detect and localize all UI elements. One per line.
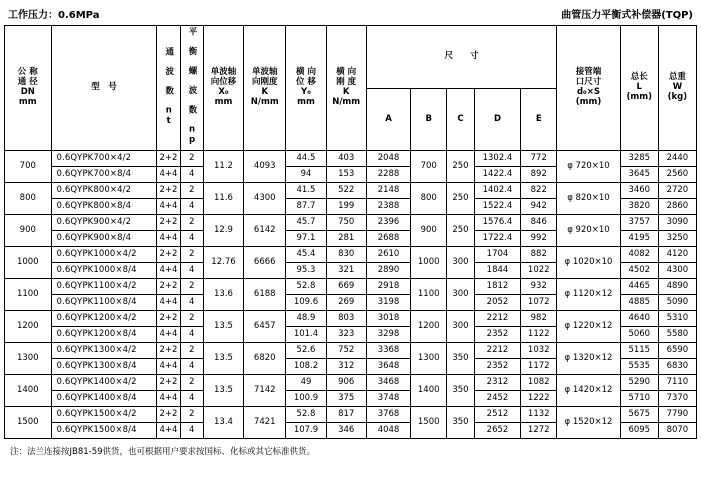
cell-axial-disp: 13.4 bbox=[203, 407, 243, 439]
cell-length: 5060 bbox=[620, 327, 658, 343]
cell-dim-e: 846 bbox=[521, 215, 557, 231]
cell-weight: 5090 bbox=[658, 295, 696, 311]
cell-model: 0.6QYPK700×4/2 bbox=[51, 151, 157, 167]
cell-np: 4 bbox=[180, 391, 203, 407]
cell-dim-c: 300 bbox=[447, 247, 475, 279]
cell-weight: 2440 bbox=[658, 151, 696, 167]
cell-weight: 2560 bbox=[658, 167, 696, 183]
cell-lateral-stiffness: 817 bbox=[326, 407, 366, 423]
cell-weight: 7370 bbox=[658, 391, 696, 407]
cell-np: 2 bbox=[180, 215, 203, 231]
cell-lateral-disp: 48.9 bbox=[286, 311, 326, 327]
col-dim-d: D bbox=[474, 88, 521, 151]
cell-axial-disp: 12.76 bbox=[203, 247, 243, 279]
cell-length: 3757 bbox=[620, 215, 658, 231]
cell-weight: 4890 bbox=[658, 279, 696, 295]
cell-lateral-disp: 49 bbox=[286, 375, 326, 391]
cell-dim-a: 3018 bbox=[366, 311, 410, 327]
cell-lateral-disp: 100.9 bbox=[286, 391, 326, 407]
cell-lateral-disp: 45.4 bbox=[286, 247, 326, 263]
cell-axial-disp: 11.2 bbox=[203, 151, 243, 183]
cell-dim-d: 2052 bbox=[474, 295, 521, 311]
cell-lateral-disp: 44.5 bbox=[286, 151, 326, 167]
cell-model: 0.6QYPK1200×4/2 bbox=[51, 311, 157, 327]
cell-dim-e: 772 bbox=[521, 151, 557, 167]
cell-np: 2 bbox=[180, 343, 203, 359]
cell-np: 2 bbox=[180, 407, 203, 423]
cell-lateral-disp: 94 bbox=[286, 167, 326, 183]
cell-model: 0.6QYPK1400×8/4 bbox=[51, 391, 157, 407]
cell-np: 4 bbox=[180, 423, 203, 439]
cell-dim-a: 2388 bbox=[366, 199, 410, 215]
cell-dn: 1000 bbox=[5, 247, 52, 279]
cell-dim-a: 2048 bbox=[366, 151, 410, 167]
cell-dim-e: 932 bbox=[521, 279, 557, 295]
table-row bbox=[5, 375, 697, 391]
cell-weight: 8070 bbox=[658, 423, 696, 439]
table-row bbox=[5, 279, 697, 295]
cell-nozzle: φ 920×10 bbox=[557, 215, 620, 247]
cell-dim-d: 1402.4 bbox=[474, 183, 521, 199]
cell-dim-a: 3768 bbox=[366, 407, 410, 423]
cell-dim-c: 250 bbox=[447, 151, 475, 183]
cell-dim-e: 1032 bbox=[521, 343, 557, 359]
cell-lateral-stiffness: 321 bbox=[326, 263, 366, 279]
cell-axial-stiffness: 6820 bbox=[244, 343, 286, 375]
cell-dim-b: 1200 bbox=[411, 311, 447, 343]
cell-dim-c: 300 bbox=[447, 279, 475, 311]
cell-length: 4640 bbox=[620, 311, 658, 327]
cell-axial-disp: 13.6 bbox=[203, 279, 243, 311]
cell-nt: 2+2 bbox=[157, 407, 180, 423]
cell-nozzle: φ 1520×12 bbox=[557, 407, 620, 439]
cell-dim-d: 2212 bbox=[474, 311, 521, 327]
cell-dn: 1500 bbox=[5, 407, 52, 439]
cell-lateral-disp: 101.4 bbox=[286, 327, 326, 343]
cell-dim-e: 1222 bbox=[521, 391, 557, 407]
cell-weight: 7110 bbox=[658, 375, 696, 391]
cell-dim-c: 350 bbox=[447, 343, 475, 375]
cell-weight: 2720 bbox=[658, 183, 696, 199]
cell-lateral-disp: 52.6 bbox=[286, 343, 326, 359]
cell-nt: 4+4 bbox=[157, 423, 180, 439]
cell-model: 0.6QYPK800×8/4 bbox=[51, 199, 157, 215]
cell-dim-a: 3368 bbox=[366, 343, 410, 359]
cell-length: 3820 bbox=[620, 199, 658, 215]
cell-axial-stiffness: 6457 bbox=[244, 311, 286, 343]
cell-length: 4502 bbox=[620, 263, 658, 279]
cell-model: 0.6QYPK1100×8/4 bbox=[51, 295, 157, 311]
table-body bbox=[5, 151, 697, 439]
cell-model: 0.6QYPK1400×4/2 bbox=[51, 375, 157, 391]
cell-model: 0.6QYPK1000×8/4 bbox=[51, 263, 157, 279]
cell-lateral-stiffness: 199 bbox=[326, 199, 366, 215]
cell-np: 2 bbox=[180, 375, 203, 391]
cell-lateral-stiffness: 669 bbox=[326, 279, 366, 295]
cell-lateral-disp: 95.3 bbox=[286, 263, 326, 279]
cell-dim-a: 4048 bbox=[366, 423, 410, 439]
cell-lateral-disp: 45.7 bbox=[286, 215, 326, 231]
footnote: 注：法兰连接按JB81-59供货，也可根据用户要求按国标、化标或其它标准供货。 bbox=[10, 447, 316, 458]
cell-nozzle: φ 820×10 bbox=[557, 183, 620, 215]
cell-dim-e: 982 bbox=[521, 311, 557, 327]
cell-lateral-stiffness: 312 bbox=[326, 359, 366, 375]
cell-np: 4 bbox=[180, 327, 203, 343]
cell-lateral-disp: 108.2 bbox=[286, 359, 326, 375]
table-row bbox=[5, 151, 697, 167]
cell-dim-e: 822 bbox=[521, 183, 557, 199]
cell-dim-a: 3198 bbox=[366, 295, 410, 311]
cell-dim-c: 300 bbox=[447, 311, 475, 343]
cell-np: 2 bbox=[180, 279, 203, 295]
cell-axial-disp: 13.5 bbox=[203, 375, 243, 407]
table-row bbox=[5, 183, 697, 199]
cell-dn: 900 bbox=[5, 215, 52, 247]
working-pressure-label: 工作压力：0.6MPa bbox=[8, 10, 100, 21]
cell-dim-a: 2148 bbox=[366, 183, 410, 199]
cell-dim-a: 2396 bbox=[366, 215, 410, 231]
cell-dim-b: 1100 bbox=[411, 279, 447, 311]
cell-dim-e: 1022 bbox=[521, 263, 557, 279]
cell-length: 3645 bbox=[620, 167, 658, 183]
table-row bbox=[5, 343, 697, 359]
cell-dim-d: 1576.4 bbox=[474, 215, 521, 231]
cell-dim-b: 800 bbox=[411, 183, 447, 215]
cell-nt: 2+2 bbox=[157, 215, 180, 231]
cell-np: 2 bbox=[180, 183, 203, 199]
cell-lateral-stiffness: 750 bbox=[326, 215, 366, 231]
cell-lateral-disp: 52.8 bbox=[286, 407, 326, 423]
cell-nt: 2+2 bbox=[157, 343, 180, 359]
cell-np: 2 bbox=[180, 247, 203, 263]
header-row-1 bbox=[5, 26, 697, 89]
cell-lateral-disp: 87.7 bbox=[286, 199, 326, 215]
table-row bbox=[5, 407, 697, 423]
spec-table bbox=[4, 25, 697, 439]
cell-dim-a: 3468 bbox=[366, 375, 410, 391]
cell-lateral-disp: 97.1 bbox=[286, 231, 326, 247]
cell-nozzle: φ 1220×12 bbox=[557, 311, 620, 343]
cell-length: 5675 bbox=[620, 407, 658, 423]
cell-model: 0.6QYPK1300×4/2 bbox=[51, 343, 157, 359]
cell-axial-stiffness: 4093 bbox=[244, 151, 286, 183]
cell-nt: 4+4 bbox=[157, 359, 180, 375]
cell-dim-e: 882 bbox=[521, 247, 557, 263]
cell-axial-stiffness: 7421 bbox=[244, 407, 286, 439]
cell-length: 5710 bbox=[620, 391, 658, 407]
cell-dim-a: 2610 bbox=[366, 247, 410, 263]
cell-length: 5115 bbox=[620, 343, 658, 359]
cell-dim-a: 3748 bbox=[366, 391, 410, 407]
cell-dim-c: 350 bbox=[447, 407, 475, 439]
table-row bbox=[5, 215, 697, 231]
col-length: 总长 L (mm) bbox=[620, 26, 658, 151]
cell-dim-b: 900 bbox=[411, 215, 447, 247]
table-row bbox=[5, 311, 697, 327]
cell-dim-d: 1302.4 bbox=[474, 151, 521, 167]
cell-dim-d: 1722.4 bbox=[474, 231, 521, 247]
cell-dim-b: 1000 bbox=[411, 247, 447, 279]
cell-lateral-stiffness: 830 bbox=[326, 247, 366, 263]
cell-dim-d: 2512 bbox=[474, 407, 521, 423]
product-title: 曲管压力平衡式补偿器(TQP) bbox=[561, 10, 693, 21]
cell-dim-c: 350 bbox=[447, 375, 475, 407]
cell-dim-e: 942 bbox=[521, 199, 557, 215]
cell-dim-a: 3648 bbox=[366, 359, 410, 375]
cell-dim-e: 1082 bbox=[521, 375, 557, 391]
cell-axial-disp: 13.5 bbox=[203, 311, 243, 343]
cell-nt: 4+4 bbox=[157, 327, 180, 343]
cell-axial-stiffness: 6142 bbox=[244, 215, 286, 247]
cell-nt: 2+2 bbox=[157, 151, 180, 167]
col-axial-disp: 单波轴 向位移 X₀ mm bbox=[203, 26, 243, 151]
cell-np: 4 bbox=[180, 231, 203, 247]
cell-lateral-stiffness: 323 bbox=[326, 327, 366, 343]
cell-dim-e: 1132 bbox=[521, 407, 557, 423]
cell-dim-a: 2918 bbox=[366, 279, 410, 295]
cell-length: 3285 bbox=[620, 151, 658, 167]
cell-length: 4082 bbox=[620, 247, 658, 263]
col-nozzle: 接管端 口尺寸 d₀×S (mm) bbox=[557, 26, 620, 151]
cell-axial-stiffness: 6666 bbox=[244, 247, 286, 279]
cell-dim-b: 1400 bbox=[411, 375, 447, 407]
cell-dim-e: 892 bbox=[521, 167, 557, 183]
cell-np: 4 bbox=[180, 263, 203, 279]
cell-dim-d: 2212 bbox=[474, 343, 521, 359]
cell-model: 0.6QYPK1100×4/2 bbox=[51, 279, 157, 295]
cell-weight: 4120 bbox=[658, 247, 696, 263]
cell-nt: 4+4 bbox=[157, 167, 180, 183]
col-nt: 通 波 数 nt bbox=[157, 26, 180, 151]
cell-np: 4 bbox=[180, 295, 203, 311]
cell-nt: 2+2 bbox=[157, 279, 180, 295]
col-lateral-stiffness: 横 向 刚 度 K N/mm bbox=[326, 26, 366, 151]
cell-dim-d: 2352 bbox=[474, 327, 521, 343]
col-dim-b: B bbox=[411, 88, 447, 151]
cell-nt: 2+2 bbox=[157, 183, 180, 199]
cell-dn: 1200 bbox=[5, 311, 52, 343]
cell-weight: 7790 bbox=[658, 407, 696, 423]
cell-lateral-stiffness: 346 bbox=[326, 423, 366, 439]
cell-lateral-disp: 41.5 bbox=[286, 183, 326, 199]
table-row bbox=[5, 247, 697, 263]
cell-length: 5535 bbox=[620, 359, 658, 375]
col-dimensions-group: 尺 寸 bbox=[366, 26, 556, 89]
cell-lateral-stiffness: 153 bbox=[326, 167, 366, 183]
cell-length: 6095 bbox=[620, 423, 658, 439]
cell-dn: 1300 bbox=[5, 343, 52, 375]
cell-length: 4195 bbox=[620, 231, 658, 247]
cell-weight: 5310 bbox=[658, 311, 696, 327]
cell-axial-disp: 11.6 bbox=[203, 183, 243, 215]
cell-nt: 4+4 bbox=[157, 263, 180, 279]
cell-np: 4 bbox=[180, 359, 203, 375]
cell-model: 0.6QYPK1000×4/2 bbox=[51, 247, 157, 263]
cell-model: 0.6QYPK900×4/2 bbox=[51, 215, 157, 231]
cell-nt: 4+4 bbox=[157, 391, 180, 407]
cell-nozzle: φ 1320×12 bbox=[557, 343, 620, 375]
cell-weight: 3090 bbox=[658, 215, 696, 231]
cell-dim-d: 2452 bbox=[474, 391, 521, 407]
cell-model: 0.6QYPK1200×8/4 bbox=[51, 327, 157, 343]
cell-lateral-stiffness: 803 bbox=[326, 311, 366, 327]
cell-weight: 6590 bbox=[658, 343, 696, 359]
cell-axial-stiffness: 6188 bbox=[244, 279, 286, 311]
cell-np: 4 bbox=[180, 199, 203, 215]
cell-nozzle: φ 1120×12 bbox=[557, 279, 620, 311]
cell-lateral-stiffness: 403 bbox=[326, 151, 366, 167]
cell-dim-c: 250 bbox=[447, 215, 475, 247]
col-dim-e: E bbox=[521, 88, 557, 151]
cell-lateral-stiffness: 522 bbox=[326, 183, 366, 199]
cell-dim-b: 1500 bbox=[411, 407, 447, 439]
cell-axial-stiffness: 4300 bbox=[244, 183, 286, 215]
cell-weight: 6830 bbox=[658, 359, 696, 375]
col-dim-c: C bbox=[447, 88, 475, 151]
cell-axial-stiffness: 7142 bbox=[244, 375, 286, 407]
cell-dim-b: 700 bbox=[411, 151, 447, 183]
cell-dim-d: 1522.4 bbox=[474, 199, 521, 215]
cell-model: 0.6QYPK1300×8/4 bbox=[51, 359, 157, 375]
cell-np: 2 bbox=[180, 151, 203, 167]
cell-weight: 5580 bbox=[658, 327, 696, 343]
cell-dim-e: 1072 bbox=[521, 295, 557, 311]
cell-lateral-disp: 52.8 bbox=[286, 279, 326, 295]
page-header bbox=[4, 6, 697, 25]
cell-nozzle: φ 1020×10 bbox=[557, 247, 620, 279]
col-axial-stiffness: 单波轴 向刚度 K N/mm bbox=[244, 26, 286, 151]
cell-dim-d: 2312 bbox=[474, 375, 521, 391]
cell-length: 4465 bbox=[620, 279, 658, 295]
col-model: 型 号 bbox=[51, 26, 157, 151]
cell-lateral-stiffness: 269 bbox=[326, 295, 366, 311]
cell-nt: 4+4 bbox=[157, 295, 180, 311]
cell-axial-disp: 13.5 bbox=[203, 343, 243, 375]
cell-lateral-stiffness: 906 bbox=[326, 375, 366, 391]
cell-dim-d: 1844 bbox=[474, 263, 521, 279]
cell-np: 2 bbox=[180, 311, 203, 327]
cell-dn: 700 bbox=[5, 151, 52, 183]
cell-nozzle: φ 1420×12 bbox=[557, 375, 620, 407]
cell-dim-e: 1172 bbox=[521, 359, 557, 375]
cell-length: 4885 bbox=[620, 295, 658, 311]
col-dn: 公 称 通 径 DN mm bbox=[5, 26, 52, 151]
col-lateral-disp: 横 向 位 移 Y₀ mm bbox=[286, 26, 326, 151]
cell-length: 5290 bbox=[620, 375, 658, 391]
cell-dn: 1400 bbox=[5, 375, 52, 407]
cell-dim-e: 992 bbox=[521, 231, 557, 247]
cell-model: 0.6QYPK800×4/2 bbox=[51, 183, 157, 199]
cell-model: 0.6QYPK700×8/4 bbox=[51, 167, 157, 183]
cell-length: 3460 bbox=[620, 183, 658, 199]
cell-lateral-disp: 107.9 bbox=[286, 423, 326, 439]
cell-dim-a: 2890 bbox=[366, 263, 410, 279]
cell-model: 0.6QYPK1500×8/4 bbox=[51, 423, 157, 439]
cell-dim-d: 1704 bbox=[474, 247, 521, 263]
cell-axial-disp: 12.9 bbox=[203, 215, 243, 247]
cell-nt: 4+4 bbox=[157, 199, 180, 215]
cell-dim-d: 1422.4 bbox=[474, 167, 521, 183]
cell-lateral-stiffness: 752 bbox=[326, 343, 366, 359]
col-np: 平 衡 螺 波 数 np bbox=[180, 26, 203, 151]
cell-nt: 2+2 bbox=[157, 247, 180, 263]
cell-dim-d: 1812 bbox=[474, 279, 521, 295]
cell-nozzle: φ 720×10 bbox=[557, 151, 620, 183]
cell-lateral-disp: 109.6 bbox=[286, 295, 326, 311]
cell-dim-d: 2352 bbox=[474, 359, 521, 375]
cell-weight: 3250 bbox=[658, 231, 696, 247]
cell-dim-a: 3298 bbox=[366, 327, 410, 343]
cell-np: 4 bbox=[180, 167, 203, 183]
cell-dim-c: 250 bbox=[447, 183, 475, 215]
cell-dim-b: 1300 bbox=[411, 343, 447, 375]
cell-dim-e: 1272 bbox=[521, 423, 557, 439]
cell-lateral-stiffness: 281 bbox=[326, 231, 366, 247]
cell-model: 0.6QYPK900×8/4 bbox=[51, 231, 157, 247]
col-weight: 总重 W (kg) bbox=[658, 26, 696, 151]
cell-dn: 800 bbox=[5, 183, 52, 215]
cell-weight: 2860 bbox=[658, 199, 696, 215]
cell-model: 0.6QYPK1500×4/2 bbox=[51, 407, 157, 423]
cell-lateral-stiffness: 375 bbox=[326, 391, 366, 407]
cell-dim-a: 2288 bbox=[366, 167, 410, 183]
cell-dim-d: 2652 bbox=[474, 423, 521, 439]
cell-dim-a: 2688 bbox=[366, 231, 410, 247]
cell-dim-e: 1122 bbox=[521, 327, 557, 343]
cell-weight: 4300 bbox=[658, 263, 696, 279]
cell-nt: 2+2 bbox=[157, 311, 180, 327]
cell-dn: 1100 bbox=[5, 279, 52, 311]
cell-nt: 4+4 bbox=[157, 231, 180, 247]
col-dim-a: A bbox=[366, 88, 410, 151]
cell-nt: 2+2 bbox=[157, 375, 180, 391]
